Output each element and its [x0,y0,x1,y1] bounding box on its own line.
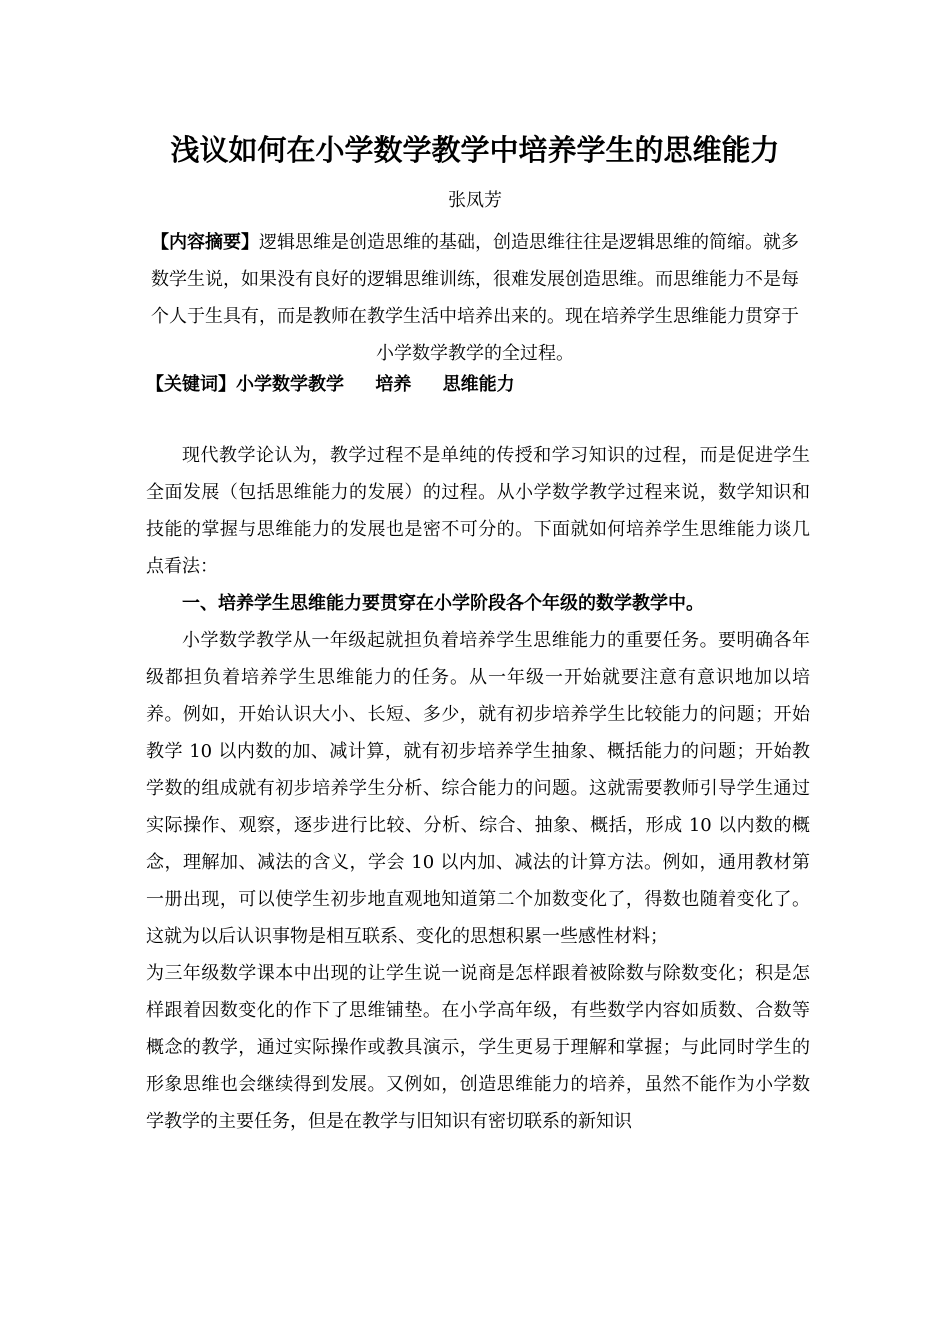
abstract-label: 【内容摘要】 [151,232,259,253]
keywords-text: 小学数学教学 培养 思维能力 [236,374,515,395]
abstract-text: 逻辑思维是创造思维的基础，创造思维往往是逻辑思维的简缩。就多数学生说，如果没有良好的逻辑思维训练，很难发展创造思维。而思维能力不是每个人于生具有，而是教师在教学生活中培养出来的。现在培养学生思维能力贯穿于小学数学教学的全过程。 [151,232,799,364]
keywords-block [146,372,806,398]
author-name: 张凤芳 [448,190,502,211]
keywords-label: 【关键词】 [146,374,236,395]
paragraph-section-1: 小学数学教学从一年级起就担负着培养学生思维能力的重要任务。要明确各年级都担负着培养学生思维能力的任务。从一年级一开始就要注意有意识地加以培养。例如，开始认识大小、长短、多少，就有初步培养学生比较能力的问题；开始教学 10 以内数的加、减计算，就有初步培养学生抽象、概括能力的问题；开始教学数的组成就有初步培养学生分析、综合能力的问题。这就需要教师引导学生通过实际操作、观察，逐步进行比较、分析、综合、抽象、概括，形成 10 以内数的概念，理解加、减法的含义，学会 10 以内加、减法的计算方法。例如，通用教材第一册出现，可以使学生初步地直观地知道第二个加数变化了，得数也随着变化了。这就为以后认识事物是相互联系、变化的思想积累一些感性材料； [146,630,810,947]
paragraph-intro: 现代教学论认为，教学过程不是单纯的传授和学习知识的过程，而是促进学生全面发展（包括思维能力的发展）的过程。从小学数学教学过程来说，数学知识和技能的掌握与思维能力的发展也是密不可分的。下面就如何培养学生思维能力谈几点看法： [146,445,810,577]
section-heading-1: 一、培养学生思维能力要贯穿在小学阶段各个年级的数学教学中。 [182,593,704,614]
abstract-block [150,224,800,372]
document-title: 浅议如何在小学数学教学中培养学生的思维能力 [170,133,780,167]
paragraph-continued: 为三年级数学课本中出现的让学生说一说商是怎样跟着被除数与除数变化；积是怎样跟着因数变化的作下了思维铺垫。在小学高年级，有些数学内容如质数、合数等概念的教学，通过实际操作或教具演示，学生更易于理解和掌握；与此同时学生的形象思维也会继续得到发展。又例如，创造思维能力的培养，虽然不能作为小学数学教学的主要任务，但是在教学与旧知识有密切联系的新知识 [146,963,810,1132]
body-text [146,437,810,1140]
